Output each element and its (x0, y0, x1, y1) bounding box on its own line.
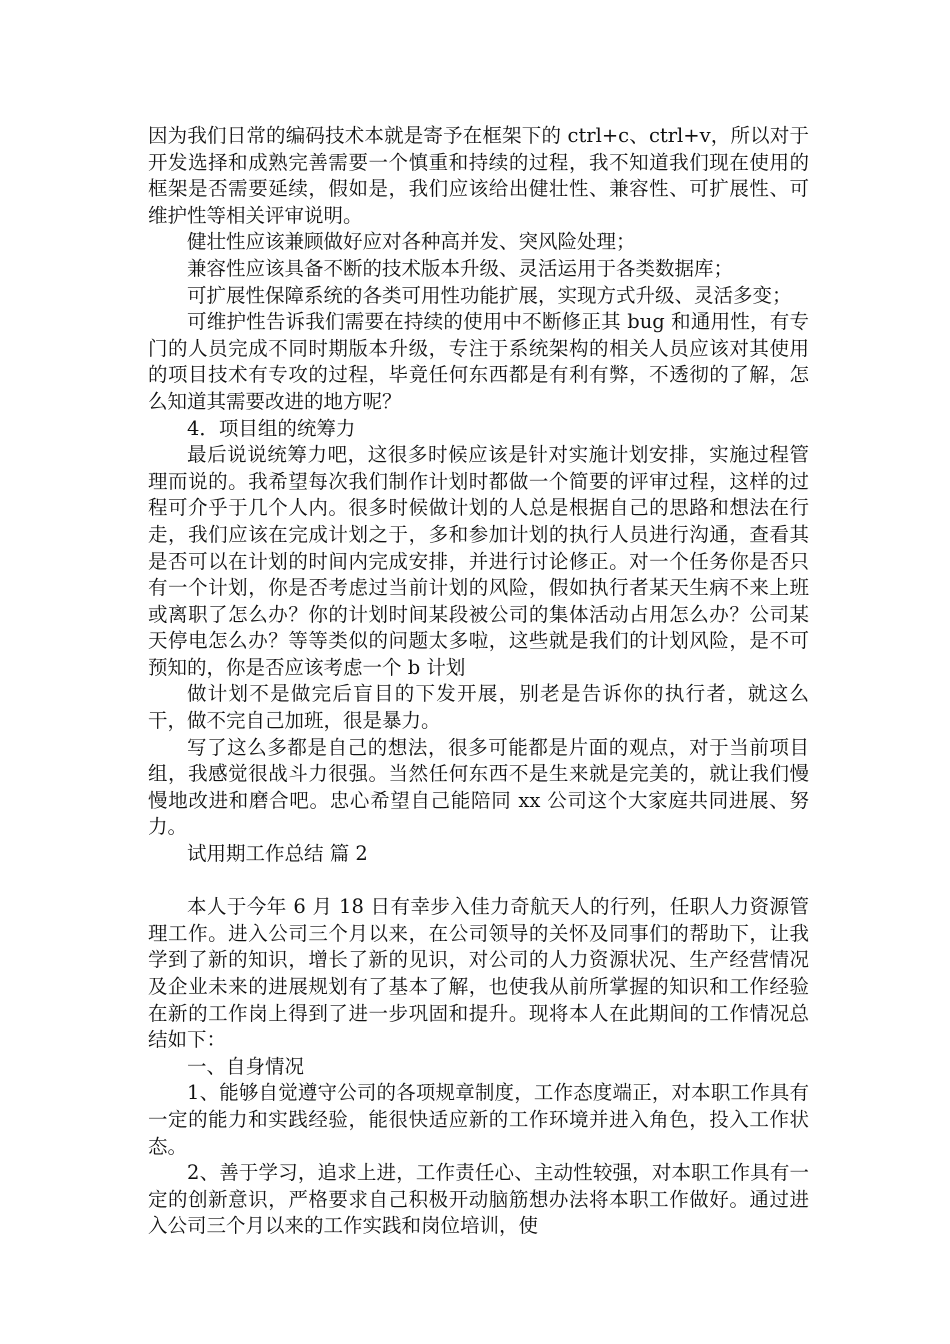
paragraph-conclusion: 写了这么多都是自己的想法，很多可能都是片面的观点，对于当前项目组，我感觉很战斗力很强。当然任何东西不是生来就是完美的，就让我们慢慢地改进和磨合吧。忠心希望自己能陪同 xx 公司这个大家庭共同进展、努力。 (148, 735, 809, 839)
paragraph-point-1: 1、能够自觉遵守公司的各项规章制度，工作态度端正，对本职工作具有一定的能力和实践经验，能很快适应新的工作环境并进入角色，投入工作状态。 (148, 1081, 809, 1158)
paragraph-introduction: 本人于今年 6 月 18 日有幸步入佳力奇航天人的行列，任职人力资源管理工作。进入公司三个月以来，在公司领导的关怀及同事们的帮助下，让我学到了新的知识，增长了新的见识，对公司的人力资源状况、生产经营情况及企业未来的进展规划有了基本了解，也使我从前所掌握的知识和工作经验在新的工作岗上得到了进一步巩固和提升。现将本人在此期间的工作情况总结如下： (148, 895, 809, 1052)
paragraph-coordination: 最后说说统筹力吧，这很多时候应该是针对实施计划安排，实施过程管理而说的。我希望每次我们制作计划时都做一个简要的评审过程，这样的过程可介乎于几个人内。很多时候做计划的人总是根据自己的思路和想法在行走，我们应该在完成计划之于，多和参加计划的执行人员进行沟通，查看其是否可以在计划的时间内完成安排，并进行讨论修正。对一个任务你是否只有一个计划，你是否考虑过当前计划的风险，假如执行者某天生病不来上班或离职了怎么办？你的计划时间某段被公司的集体活动占用怎么办？公司某天停电怎么办？等等类似的问题太多啦，这些就是我们的计划风险，是不可预知的，你是否应该考虑一个 b 计划 (148, 443, 809, 679)
article-title-part2: 试用期工作总结 篇 2 (187, 842, 368, 866)
paragraph-robustness: 健壮性应该兼顾做好应对各种高并发、突风险处理； (187, 230, 636, 254)
paragraph-scalability: 可扩展性保障系统的各类可用性功能扩展，实现方式升级、灵活多变； (187, 283, 792, 307)
paragraph-planning: 做计划不是做完后盲目的下发开展，别老是告诉你的执行者，就这么干，做不完自己加班，很是暴力。 (148, 682, 809, 733)
paragraph-compatibility: 兼容性应该具备不断的技术版本升级、灵活运用于各类数据库； (187, 256, 734, 280)
paragraph-maintainability: 可维护性告诉我们需要在持续的使用中不断修正其 bug 和通用性，有专门的人员完成不同时期版本升级，专注于系统架构的相关人员应该对其使用的项目技术有专攻的过程，毕竟任何东西都是有利有弊，不透彻的了解，怎么知道其需要改进的地方呢？ (148, 310, 809, 413)
paragraph-framework-intro: 因为我们日常的编码技术本就是寄予在框架下的 ctrl+c、ctrl+v，所以对于开发选择和成熟完善需要一个慎重和持续的过程，我不知道我们现在使用的框架是否需要延续，假如是，我们应该给出健壮性、兼容性、可扩展性、可维护性等相关评审说明。 (148, 124, 809, 227)
section-heading-coordination: 4．项目组的统筹力 (187, 416, 356, 440)
paragraph-point-2: 2、善于学习，追求上进，工作责任心、主动性较强，对本职工作具有一定的创新意识，严格要求自己积极开动脑筋想办法将本职工作做好。通过进入公司三个月以来的工作实践和岗位培训，使 (148, 1161, 809, 1238)
blank-line (148, 868, 809, 895)
section-heading-self: 一、自身情况 (187, 1054, 305, 1078)
document-page (148, 123, 809, 1240)
